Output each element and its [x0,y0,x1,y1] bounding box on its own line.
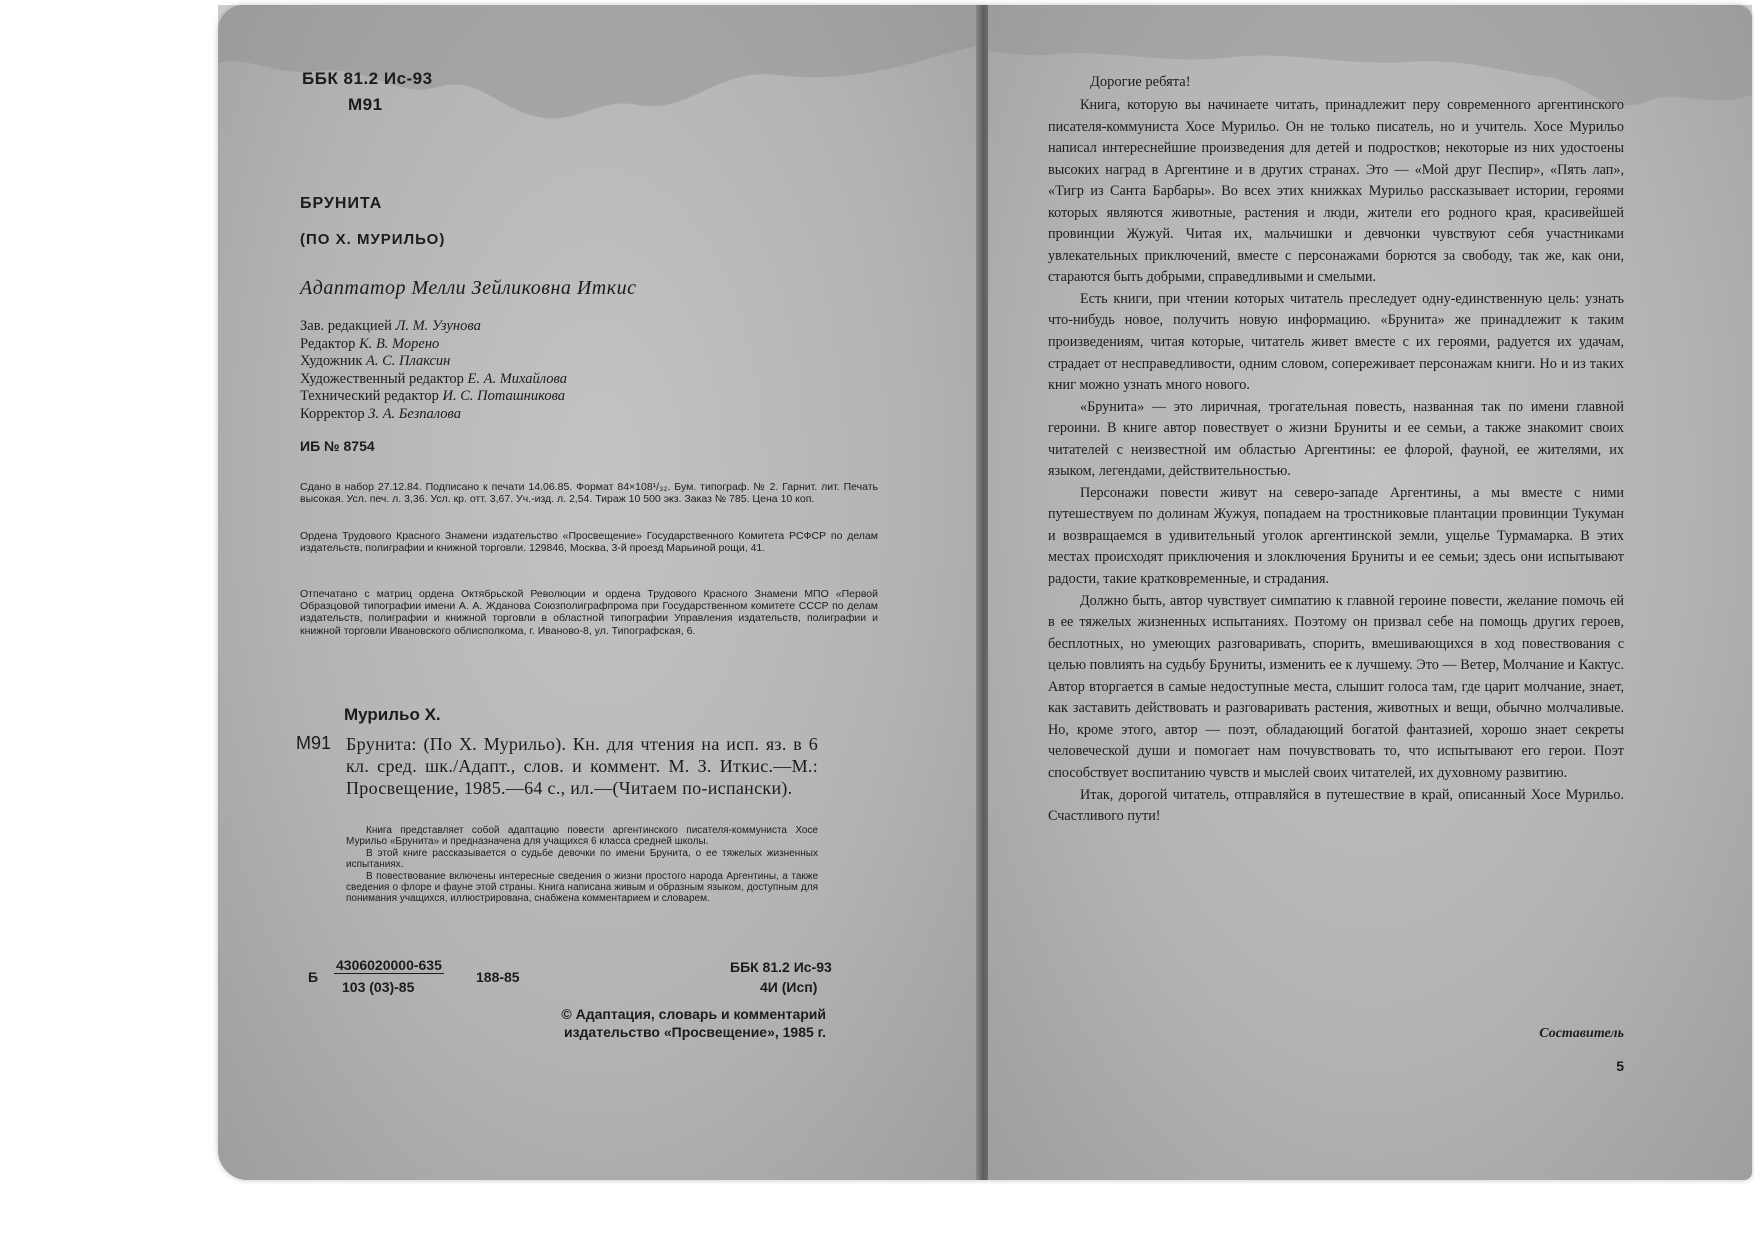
annotation-paragraph: В этой книге рассказывается о судьбе девочки по имени Брунита, о ее тяжелых жизненных испытаниях. [346,847,818,871]
publisher-info: Ордена Трудового Красного Знамени издательство «Просвещение» Государственного Комитета РСФСР по делам издательств, полиграфии и книжной торговли. 129846, Москва, 3-й проезд Марьиной рощи, 41. [300,530,878,555]
foreword-text [1048,95,1624,828]
library-code-bottom: 4И (Исп) [760,979,818,995]
foreword-paragraph: Есть книги, при чтении которых читатель преследует одну-единственную цель: узнать что-нибудь новое, получить новую информацию. «Брунита» же принадлежит к таким произведениям, читая которые, читатель живет вместе с их героями, радуется их удачам, страдает от несправедливости, одним словом, сопереживает персонажам книги. Но и из таких книг можно узнать много нового. [1048,290,1624,394]
staff-line: Редактор К. В. Морено [300,335,440,352]
staff-list [300,318,860,423]
left-page [218,5,980,1180]
fraction-top: 4306020000-635 [336,957,442,973]
annotation-paragraph: Книга представляет собой адаптацию повести аргентинского писателя-коммуниста Хосе Мурильо «Брунита» и предназначена для учащихся 6 класса средней школы. [346,825,818,848]
copyright [518,1005,826,1041]
right-page [988,5,1752,1180]
foreword-paragraph: «Брунита» — это лиричная, трогательная повесть, названная так по имени главной героини. В книге автор повествует о жизни Бруниты и ее семьи, а также знакомит своих читателей с неизвестной им областью Аргентины: ее флорой, фауной, ее жителями, их языком, легендами, действительностью. [1048,398,1624,480]
copyright-line: издательство «Просвещение», 1985 г. [563,1024,826,1040]
water-stain [218,5,980,125]
foreword-paragraph: Должно быть, автор чувствует симпатию к главной героине повести, желание помочь ей в ее тяжелых жизненных испытаниях. Поэтому он призвал себе на помощь других героев, бесплотных, но умеющих разговаривать, спорить, вмешивающихся в ход повествования с целью повлиять на судьбу Бруниты, изменить ее к лучшему. Это — Ветер, Молчание и Кактус. Автор вторгается в самые недоступные места, слышит голоса там, где царит молчание, знает, как заставить действовать и разговаривать растения, животных и вещи, обычно молчаливые. Но, кроме этого, автор — поэт, обладающий богатой фантазией, хорошо знает секреты человеческой души и помогает нам почувствовать то, что испытывают его герои. Поэт способствует воспитанию чувств и мыслей своих читателей, их духовному развитию. [1048,592,1624,781]
bbk-code-bottom: ББК 81.2 Ис-93 [730,959,832,975]
ib-number: ИБ № 8754 [300,438,375,454]
staff-line: Технический редактор И. С. Поташникова [300,388,566,404]
staff-line: Зав. редакцией Л. М. Узунова [300,318,481,334]
staff-line: Художественный редактор Е. А. Михайлова [300,370,567,387]
foreword-paragraph: Итак, дорогой читатель, отправляйся в путешествие в край, описанный Хосе Мурильо. Счастливого пути! [1048,786,1624,825]
signature: Составитель [1539,1026,1624,1041]
annotation-paragraph: В повествование включены интересные сведения о жизни простого народа Аргентины, а также сведения о флоре и фауне этой страны. Книга написана живым и образным языком, доступным для понимания учащихся, иллюстрирована, снабжена комментарием и словарем. [346,870,818,905]
page-number: 5 [1616,1058,1624,1074]
staff-line: Корректор З. А. Безпалова [300,405,461,422]
annotation [346,825,818,905]
book-subtitle: (ПО Х. МУРИЛЬО) [300,231,446,248]
foreword-paragraph: Книга, которую вы начинаете читать, принадлежит перу современного аргентинского писателя-коммуниста Хосе Мурильо. Он не только писатель, но и учитель. Хосе Мурильо написал интереснейшие произведения для детей и подростков; некоторые из них удостоены высоких наград в Аргентине и в других странах. Это — «Мой друг Песпир», «Пять лап», «Тигр из Санта Барбары». Во всех этих книжках Мурильо рассказывает истории, героями которых являются животные, растения и люди, жители его родного края, красивейшей провинции Жужуй. Читая их, мальчишки и девчонки чувствуют себя участниками увлекательных приключений, вместе с персонажами борются за свободу, так же, как они, стараются быть добрыми, справедливыми и смелыми. [1048,97,1624,286]
greeting: Дорогие ребята! [1090,74,1191,90]
fraction-number: 188-85 [476,969,520,985]
print-info: Сдано в набор 27.12.84. Подписано к печати 14.06.85. Формат 84×108¹/₃₂. Бум. типограф. № 2. Гарнит. лит. Печать высокая. Усл. печ. л. 3,36. Усл. кр. отт. 3,67. Уч.-изд. л. 2,54. Тираж 10 500 экз. Заказ № 785. Цена 10 коп. [300,481,878,506]
catalog-author: Мурильо Х. [344,705,441,724]
book-title: БРУНИТА [300,195,383,212]
printer-info: Отпечатано с матриц ордена Октябрьской Революции и ордена Трудового Красного Знамени МПО «Первой Образцовой типографии имени А. А. Жданова Союзполиграфпрома при Государственном комитете СССР по делам издательств, полиграфии и книжной торговли в областной типографии Управления издательств, полиграфии и книжной торговли Ивановского облисполкома, г. Иваново-8, ул. Типографская, 6. [300,588,878,637]
open-book [218,5,1752,1180]
catalog-entry: Брунита: (По Х. Мурильо). Кн. для чтения на исп. яз. в 6 кл. сред. шк./Адапт., слов. и коммент. М. З. Иткис.—М.: Просвещение, 1985.—64 с., ил.—(Читаем по-испански). [346,734,818,798]
adaptor-name: Адаптатор Мелли Зейликовна Иткис [300,277,637,299]
fraction-bottom: 103 (03)-85 [342,979,415,995]
bbk-code-top: ББК 81.2 Ис-93 [302,69,433,88]
catalog-code: М91 [296,733,332,753]
copyright-line: © Адаптация, словарь и комментарий [561,1006,826,1022]
staff-line: Художник А. С. Плаксин [300,353,451,369]
fraction-letter: Б [308,969,319,985]
foreword-paragraph: Персонажи повести живут на северо-западе Аргентины, а мы вместе с ними путешествуем по долинам Жужуя, попадаем на тростниковые плантации провинции Тукуман и возвращаемся в удивительный уголок аргентинской земли, ущелье Турмамарка. В этих местах происходят приключения и злоключения Бруниты и ее семьи; здесь они испытывают радости, такие кратковременные, и страдания. [1048,484,1624,588]
library-code-top: М91 [348,95,383,114]
